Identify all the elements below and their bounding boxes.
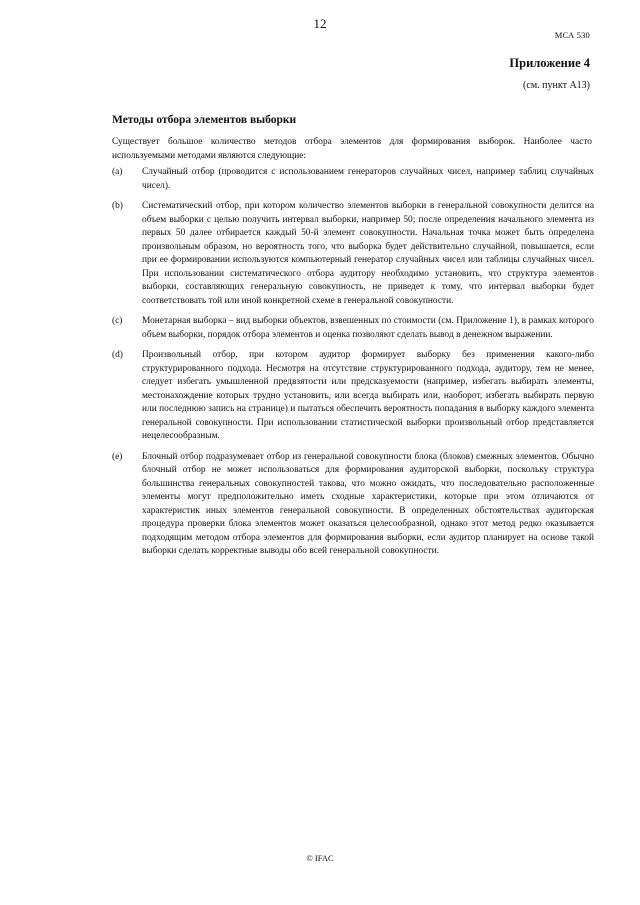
page-number: 12	[313, 16, 327, 31]
document-code: МСА 530	[554, 30, 590, 40]
list-item-text: Систематический отбор, при котором количество элементов выборки в генеральной совокупности делится на объем выборки с целью получить интервал выборки, например 50; после определения начального элемента из первых 50 далее отбирается каждый 50-й элемент совокупности. Начальная точка может быть определена произвольным образом, но вероятность того, что выборка будет действительно случайной, повышается, если при ее формировании используются компьютерный генератор случайных чисел или таблицы случайных чисел. При использовании систематического отбора аудитору необходимо установить, что структура элементов выборки, составляющих генеральную совокупность, не приведет к тому, что интервал выборки будет соответствовать той или иной конкретной схеме в генеральной совокупности.	[142, 201, 594, 306]
list-item-text: Блочный отбор подразумевает отбор из генеральной совокупности блока (блоков) смежных элементов. Обычно блочный отбор не может использоваться для формирования аудиторской выборки, поскольку структура большинства генеральных совокупностей такова, что можно ожидать, что последовательно расположенные элементы могут предположительно иметь сходные характеристики, которые при этом отличаются от характеристик иных элементов генеральной совокупности. В определенных обстоятельствах аудиторская процедура проверки блока элементов может оказаться целесообразной, однако этот метод редко оказывается подходящим методом отбора элементов для формирования выборки, если аудитор планирует на основе такой выборки сделать корректные выводы обо всей генеральной совокупности.	[142, 451, 594, 556]
list-item-marker: (c)	[112, 316, 123, 326]
list-item	[112, 166, 594, 193]
list-item	[112, 451, 594, 559]
list-item	[112, 315, 594, 342]
list-item-marker: (e)	[112, 451, 123, 462]
list-item-text: Произвольный отбор, при котором аудитор формирует выборку без применения какого-либо структурированного подхода. Несмотря на отсутствие структурированного подхода, аудитору, тем не менее, следует избегать умышленной предвзятости или предсказуемости (например, избегать выбирать элементы, местонахождение которых трудно установить, или всегда выбирать или, наоборот, избегать выбирать первую или последнюю запись на странице) и пытаться обеспечить вероятность попадания в выборку каждого элемента генеральной совокупности. При использовании статистической выборки произвольный отбор представляется нецелесообразным.	[142, 350, 594, 441]
list-item-marker: (a)	[112, 167, 123, 177]
appendix-title: Приложение 4	[509, 56, 590, 70]
method-list	[112, 166, 594, 566]
list-item	[112, 200, 594, 308]
intro-paragraph: Существует большое количество методов отбора элементов для формирования выборок. Наиболее часто используемыми методами являются следующие:	[112, 137, 592, 161]
list-item-marker: (d)	[112, 350, 123, 360]
list-item-marker: (b)	[112, 201, 123, 211]
copyright-footer: © IFAC	[306, 853, 334, 863]
list-item	[112, 349, 594, 444]
list-item-text: Монетарная выборка – вид выборки объектов, взвешенных по стоимости (см. Приложение 1), в рамках которого объем выборки, порядок отбора элементов и оценка позволяют сделать вывод в денежном выражении.	[142, 316, 594, 340]
section-title: Методы отбора элементов выборки	[112, 114, 297, 126]
appendix-reference: (см. пункт А13)	[523, 80, 590, 91]
list-item-text: Случайный отбор (проводится с использованием генераторов случайных чисел, например таблиц случайных чисел).	[142, 167, 594, 191]
